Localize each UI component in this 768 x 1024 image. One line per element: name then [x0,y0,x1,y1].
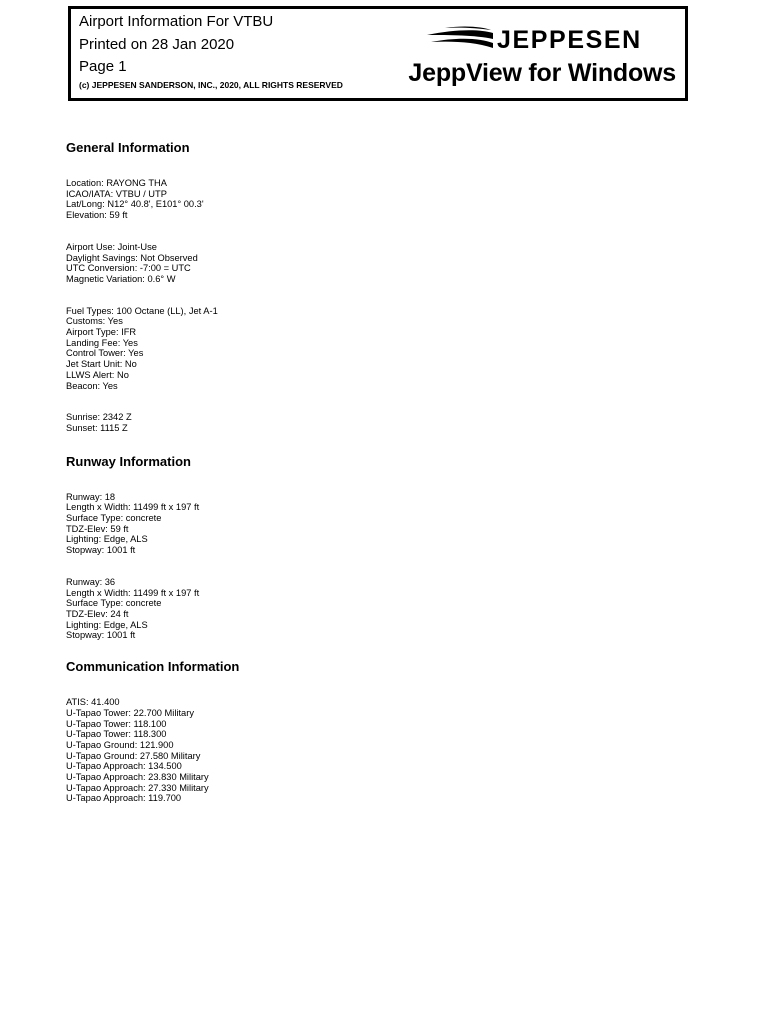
info-line: Elevation: 59 ft [66,210,128,221]
info-line: U-Tapao Approach: 119.700 [66,793,182,804]
info-line: Sunset: 1115 Z [66,422,128,433]
info-line: Airport Type: IFR [66,327,137,338]
report-body [66,140,686,804]
info-line: TDZ-Elev: 59 ft [66,523,129,534]
info-line: Airport Use: Joint-Use [66,241,157,252]
section-title-communication: Communication Information [66,659,240,675]
info-line: Lighting: Edge, ALS [66,534,148,545]
info-line: Daylight Savings: Not Observed [66,252,198,263]
info-line: LLWS Alert: No [66,369,129,380]
info-line: U-Tapao Ground: 121.900 [66,739,174,750]
info-line: Fuel Types: 100 Octane (LL), Jet A-1 [66,305,218,316]
info-line: Customs: Yes [66,316,123,327]
info-line: Magnetic Variation: 0.6° W [66,273,176,284]
info-line: U-Tapao Approach: 134.500 [66,761,182,772]
info-line: U-Tapao Ground: 27.580 Military [66,750,201,761]
info-line: U-Tapao Approach: 27.330 Military [66,782,209,793]
jeppesen-logo [425,23,675,53]
info-line: Landing Fee: Yes [66,337,138,348]
general-sun-group [66,412,686,433]
info-line: ATIS: 41.400 [66,697,120,708]
info-line: U-Tapao Tower: 22.700 Military [66,707,194,718]
runway-36-group [66,577,686,641]
copyright-notice: (c) JEPPESEN SANDERSON, INC., 2020, ALL RIGHTS RESERVED [79,80,343,90]
runway-18-group [66,492,686,556]
info-line: Surface Type: concrete [66,513,162,524]
info-line: Lighting: Edge, ALS [66,619,148,630]
info-line: Stopway: 1001 ft [66,545,136,556]
info-line: Length x Width: 11499 ft x 197 ft [66,587,200,598]
general-location-group [66,178,686,221]
info-line: Runway: 18 [66,491,116,502]
report-header [68,6,688,101]
info-line: Control Tower: Yes [66,348,144,359]
product-name: JeppView for Windows [408,59,676,87]
info-line: Runway: 36 [66,576,116,587]
info-line: Jet Start Unit: No [66,359,137,370]
printed-date: Printed on 28 Jan 2020 [79,36,235,53]
report-title: Airport Information For VTBU [79,13,274,30]
info-line: U-Tapao Tower: 118.300 [66,729,167,740]
communication-group [66,697,686,804]
section-title-runway: Runway Information [66,453,191,469]
info-line: Beacon: Yes [66,380,118,391]
info-line: TDZ-Elev: 24 ft [66,608,129,619]
info-line: Location: RAYONG THA [66,178,167,188]
general-use-group [66,242,686,285]
info-line: U-Tapao Tower: 118.100 [66,718,167,729]
logo-swoosh-icon [427,30,493,39]
info-line: UTC Conversion: -7:00 = UTC [66,263,191,274]
info-line: Surface Type: concrete [66,598,162,609]
info-line: Length x Width: 11499 ft x 197 ft [66,502,200,513]
logo-wordmark: JEPPESEN [497,26,642,53]
page-number: Page 1 [79,58,127,75]
info-line: Lat/Long: N12° 40.8', E101° 00.3' [66,199,204,210]
general-services-group [66,306,686,392]
info-line: ICAO/IATA: VTBU / UTP [66,188,167,199]
info-line: Stopway: 1001 ft [66,630,136,641]
info-line: U-Tapao Approach: 23.830 Military [66,772,209,783]
info-line: Sunrise: 2342 Z [66,412,132,423]
section-title-general: General Information [66,140,190,155]
